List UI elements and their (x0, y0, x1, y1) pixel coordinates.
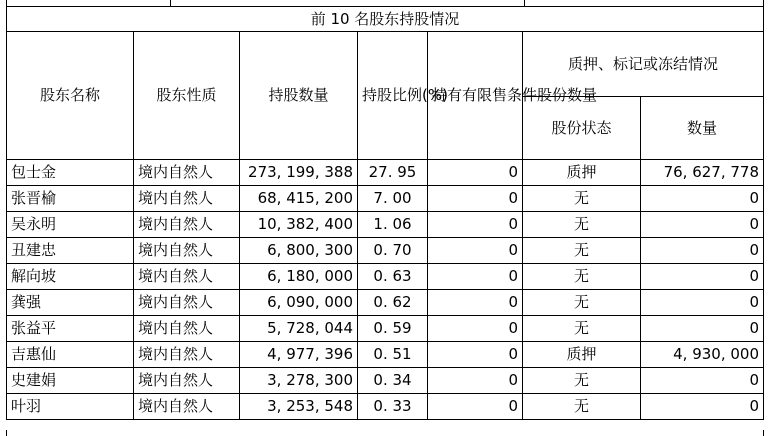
header-pledge-status: 股份状态 (523, 97, 641, 160)
table-row (7, 264, 764, 290)
cell-shareholder-name: 丑建忠 (7, 238, 134, 264)
table-row (7, 342, 764, 368)
cell-shareholder-nature: 境内自然人 (134, 238, 240, 264)
header-pledge-group: 质押、标记或冻结情况 (523, 32, 764, 97)
cell-share-count: 3, 253, 548 (240, 394, 358, 420)
cell-pledge-status: 无 (523, 212, 641, 238)
cell-pledge-amount: 4, 930, 000 (641, 342, 764, 368)
cell-share-count: 6, 090, 000 (240, 290, 358, 316)
cell-shareholder-nature: 境内自然人 (134, 342, 240, 368)
cell-shareholder-nature: 境内自然人 (134, 394, 240, 420)
table-row (7, 316, 764, 342)
cell-pledge-status: 无 (523, 394, 641, 420)
cell-holding-ratio: 27. 95 (358, 160, 428, 186)
cell-shareholder-name: 龚强 (7, 290, 134, 316)
cell-pledge-status: 无 (523, 264, 641, 290)
cell-shareholder-name: 包士金 (7, 160, 134, 186)
table-row (7, 160, 764, 186)
cell-shareholder-nature: 境内自然人 (134, 160, 240, 186)
cell-restricted-shares: 0 (428, 316, 523, 342)
cell-restricted-shares: 0 (428, 342, 523, 368)
cell-pledge-status: 无 (523, 290, 641, 316)
cell-pledge-amount: 0 (641, 238, 764, 264)
cell-shareholder-name: 吴永明 (7, 212, 134, 238)
cell-restricted-shares: 0 (428, 264, 523, 290)
table-row (7, 238, 764, 264)
cell-shareholder-name: 叶羽 (7, 394, 134, 420)
cell-share-count: 4, 977, 396 (240, 342, 358, 368)
header-share-count: 持股数量 (240, 32, 358, 160)
next-table-edge (6, 430, 764, 436)
table-row (7, 368, 764, 394)
cell-shareholder-nature: 境内自然人 (134, 316, 240, 342)
cell-shareholder-name: 张晋榆 (7, 186, 134, 212)
cell-pledge-status: 无 (523, 238, 641, 264)
cell-shareholder-name: 解向坡 (7, 264, 134, 290)
cell-share-count: 273, 199, 388 (240, 160, 358, 186)
cell-restricted-shares: 0 (428, 186, 523, 212)
cell-share-count: 5, 728, 044 (240, 316, 358, 342)
cell-share-count: 3, 278, 300 (240, 368, 358, 394)
cell-pledge-status: 无 (523, 368, 641, 394)
cell-restricted-shares: 0 (428, 212, 523, 238)
table-title: 前 10 名股东持股情况 (7, 7, 764, 32)
cell-pledge-amount: 0 (641, 290, 764, 316)
cell-share-count: 68, 415, 200 (240, 186, 358, 212)
cell-holding-ratio: 0. 62 (358, 290, 428, 316)
cell-shareholder-nature: 境内自然人 (134, 186, 240, 212)
table-row (7, 186, 764, 212)
cell-restricted-shares: 0 (428, 368, 523, 394)
cell-pledge-status: 无 (523, 186, 641, 212)
cell-restricted-shares: 0 (428, 238, 523, 264)
header-shareholder-nature: 股东性质 (134, 32, 240, 160)
cell-share-count: 6, 180, 000 (240, 264, 358, 290)
cell-pledge-amount: 0 (641, 368, 764, 394)
cell-shareholder-name: 吉惠仙 (7, 342, 134, 368)
cell-holding-ratio: 0. 63 (358, 264, 428, 290)
cell-pledge-amount: 0 (641, 186, 764, 212)
cell-shareholder-name: 史建娟 (7, 368, 134, 394)
header-shareholder-name: 股东名称 (7, 32, 134, 160)
table-row (7, 394, 764, 420)
cell-pledge-status: 质押 (523, 342, 641, 368)
cell-shareholder-nature: 境内自然人 (134, 212, 240, 238)
cell-pledge-amount: 0 (641, 212, 764, 238)
cell-shareholder-nature: 境内自然人 (134, 290, 240, 316)
cell-share-count: 6, 800, 300 (240, 238, 358, 264)
cell-pledge-amount: 0 (641, 264, 764, 290)
header-pledge-amount: 数量 (641, 97, 764, 160)
cell-holding-ratio: 0. 51 (358, 342, 428, 368)
cell-shareholder-name: 张益平 (7, 316, 134, 342)
cell-pledge-amount: 0 (641, 394, 764, 420)
cell-holding-ratio: 0. 34 (358, 368, 428, 394)
cell-pledge-amount: 0 (641, 316, 764, 342)
cell-shareholder-nature: 境内自然人 (134, 264, 240, 290)
header-holding-ratio: 持股比例(%) (358, 32, 428, 160)
cell-pledge-amount: 76, 627, 778 (641, 160, 764, 186)
cell-pledge-status: 质押 (523, 160, 641, 186)
header-restricted-shares: 持有有限售条件股份数量 (428, 32, 523, 160)
table-row (7, 290, 764, 316)
cell-holding-ratio: 7. 00 (358, 186, 428, 212)
table-row (7, 212, 764, 238)
cell-holding-ratio: 0. 70 (358, 238, 428, 264)
cell-holding-ratio: 1. 06 (358, 212, 428, 238)
top-10-shareholders-table (6, 6, 764, 420)
cell-restricted-shares: 0 (428, 160, 523, 186)
cell-holding-ratio: 0. 33 (358, 394, 428, 420)
cell-shareholder-nature: 境内自然人 (134, 368, 240, 394)
cell-pledge-status: 无 (523, 316, 641, 342)
cell-share-count: 10, 382, 400 (240, 212, 358, 238)
cell-restricted-shares: 0 (428, 290, 523, 316)
cell-restricted-shares: 0 (428, 394, 523, 420)
cell-holding-ratio: 0. 59 (358, 316, 428, 342)
